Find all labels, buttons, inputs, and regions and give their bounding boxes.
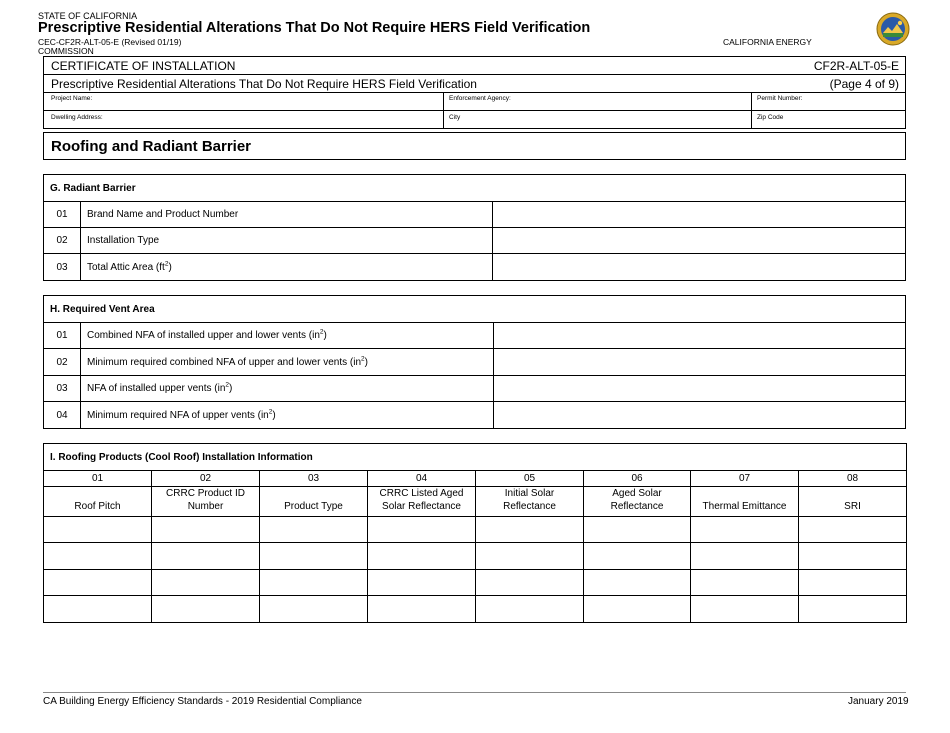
radiant-barrier-title: G. Radiant Barrier [44, 175, 906, 202]
table-cell-input[interactable] [44, 596, 152, 623]
table-row [44, 596, 907, 623]
column-number-row [44, 471, 907, 487]
column-number: 03 [260, 471, 368, 487]
column-number: 01 [44, 471, 152, 487]
vent-area-table [43, 295, 906, 429]
table-cell-input[interactable] [260, 517, 368, 543]
table-cell-input[interactable] [368, 596, 476, 623]
agency-label: CALIFORNIA ENERGY [723, 37, 812, 47]
table-cell-input[interactable] [44, 570, 152, 596]
footer-divider [43, 692, 906, 693]
column-header-initial-solar-reflectance: Initial Solar Reflectance [476, 487, 584, 517]
certificate-subtitle: Prescriptive Residential Alterations That Do Not Require HERS Field Verification [51, 77, 477, 91]
table-cell-input[interactable] [799, 570, 907, 596]
table-cell-input[interactable] [691, 596, 799, 623]
form-title: Prescriptive Residential Alterations That Do Not Require HERS Field Verification [38, 20, 591, 36]
table-cell-input[interactable] [476, 517, 584, 543]
column-number: 08 [799, 471, 907, 487]
combined-nfa-input[interactable] [494, 323, 906, 349]
certificate-header [43, 56, 906, 129]
table-cell-input[interactable] [584, 517, 691, 543]
table-cell-input[interactable] [799, 517, 907, 543]
row-number: 01 [44, 323, 81, 349]
column-header-row [44, 487, 907, 517]
table-cell-input[interactable] [368, 570, 476, 596]
permit-number-field[interactable]: Permit Number: [757, 95, 803, 102]
column-number: 05 [476, 471, 584, 487]
row-label: NFA of installed upper vents $(in^2)$ [81, 376, 494, 402]
radiant-barrier-table [43, 174, 906, 281]
brand-name-input[interactable] [493, 202, 906, 228]
row-number: 02 [44, 228, 81, 254]
installation-type-input[interactable] [493, 228, 906, 254]
min-combined-nfa-input[interactable] [494, 349, 906, 376]
page-number: (Page 4 of 9) [829, 77, 899, 91]
roofing-products-table [43, 443, 907, 623]
state-label: STATE OF CALIFORNIA [38, 11, 138, 21]
table-cell-input[interactable] [260, 543, 368, 570]
table-cell-input[interactable] [152, 596, 260, 623]
table-cell-input[interactable] [152, 543, 260, 570]
vent-area-title: H. Required Vent Area [44, 296, 906, 323]
table-cell-input[interactable] [799, 596, 907, 623]
row-number: 03 [44, 376, 81, 402]
certificate-title: CERTIFICATE OF INSTALLATION [51, 59, 236, 73]
table-cell-input[interactable] [584, 596, 691, 623]
row-number: 03 [44, 254, 81, 281]
row-number: 01 [44, 202, 81, 228]
form-number: CEC-CF2R-ALT-05-E (Revised 01/19) [38, 37, 182, 47]
state-seal-icon [876, 12, 910, 46]
table-cell-input[interactable] [799, 543, 907, 570]
footer-standards: CA Building Energy Efficiency Standards - 2019 Residential Compliance [43, 696, 362, 707]
attic-area-input[interactable] [493, 254, 906, 281]
row-label: Total Attic Area $(ft^2)$ [81, 254, 493, 281]
row-number: 02 [44, 349, 81, 376]
table-cell-input[interactable] [476, 570, 584, 596]
table-cell-input[interactable] [691, 570, 799, 596]
table-cell-input[interactable] [584, 543, 691, 570]
column-number: 07 [691, 471, 799, 487]
section-title: Roofing and Radiant Barrier [51, 138, 252, 155]
row-label: Brand Name and Product Number [81, 202, 493, 228]
column-header-sri: SRI [799, 487, 907, 517]
table-cell-input[interactable] [44, 543, 152, 570]
row-label: Minimum required combined NFA of upper and lower vents $(in^2)$ [81, 349, 494, 376]
column-number: 06 [584, 471, 691, 487]
upper-nfa-input[interactable] [494, 376, 906, 402]
column-number: 04 [368, 471, 476, 487]
column-header-aged-solar-reflectance-listed: CRRC Listed Aged Solar Reflectance [368, 487, 476, 517]
enforcement-agency-field[interactable]: Enforcement Agency: [449, 95, 511, 102]
table-cell-input[interactable] [368, 517, 476, 543]
table-cell-input[interactable] [584, 570, 691, 596]
row-number: 04 [44, 402, 81, 429]
row-label: Installation Type [81, 228, 493, 254]
table-row [44, 402, 906, 429]
footer-date: January 2019 [848, 696, 909, 707]
table-cell-input[interactable] [152, 570, 260, 596]
table-cell-input[interactable] [476, 543, 584, 570]
commission-label: COMMISSION [38, 46, 94, 56]
table-cell-input[interactable] [44, 517, 152, 543]
column-header-thermal-emittance: Thermal Emittance [691, 487, 799, 517]
section-header [43, 132, 906, 160]
table-row [44, 543, 907, 570]
table-row [44, 202, 906, 228]
table-row [44, 517, 907, 543]
dwelling-address-field[interactable]: Dwelling Address: [51, 114, 103, 121]
column-header-roof-pitch: Roof Pitch [44, 487, 152, 517]
project-name-field[interactable]: Project Name: [51, 95, 93, 102]
table-cell-input[interactable] [260, 596, 368, 623]
city-field[interactable]: City [449, 114, 461, 121]
min-upper-nfa-input[interactable] [494, 402, 906, 429]
table-row [44, 254, 906, 281]
table-row [44, 349, 906, 376]
certificate-code: CF2R-ALT-05-E [813, 59, 899, 73]
row-label: Combined NFA of installed upper and lower vents $(in^2)$ [81, 323, 494, 349]
column-header-crrc-product-id: CRRC Product ID Number [152, 487, 260, 517]
table-cell-input[interactable] [691, 543, 799, 570]
column-header-aged-solar-reflectance: Aged Solar Reflectance [584, 487, 691, 517]
table-cell-input[interactable] [152, 517, 260, 543]
table-row [44, 570, 907, 596]
table-cell-input[interactable] [476, 596, 584, 623]
column-number: 02 [152, 471, 260, 487]
table-row [44, 228, 906, 254]
roofing-products-title: I. Roofing Products (Cool Roof) Installation Information [44, 444, 907, 471]
table-row [44, 376, 906, 402]
table-row [44, 323, 906, 349]
table-cell-input[interactable] [260, 570, 368, 596]
table-cell-input[interactable] [368, 543, 476, 570]
table-cell-input[interactable] [691, 517, 799, 543]
zip-code-field[interactable]: Zip Code [757, 114, 784, 121]
row-label: Minimum required NFA of upper vents $(in^2)$ [81, 402, 494, 429]
column-header-product-type: Product Type [260, 487, 368, 517]
